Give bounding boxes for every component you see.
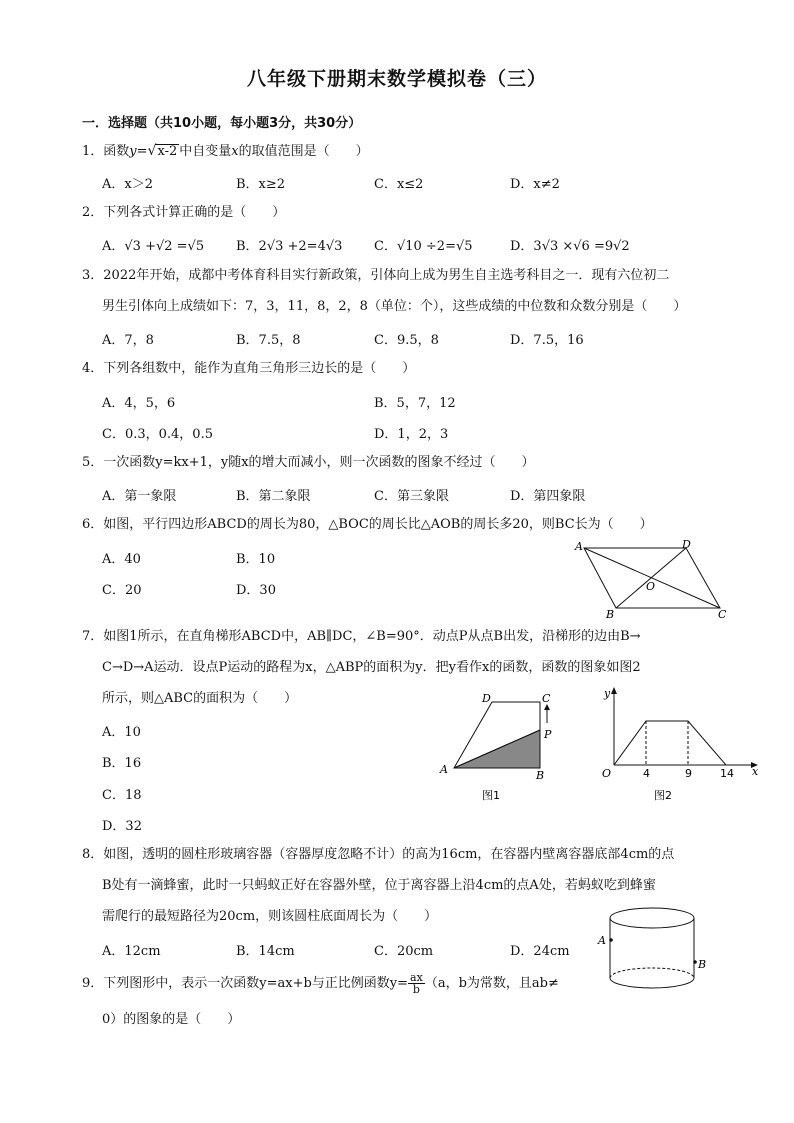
q5-option-a[interactable]: A．第一象限 — [102, 489, 177, 504]
q7-option-c[interactable]: C．18 — [102, 788, 142, 803]
q9-fraction-numerator: ax — [410, 971, 423, 984]
q9-text-a: 9．下列图形中，表示一次函数y=ax+b与正比例函数y= — [82, 976, 409, 991]
q8-option-c[interactable]: C．20cm — [374, 944, 434, 959]
q2-option-d[interactable]: D．3√3 ×√6 =9√2 — [510, 239, 630, 254]
q3-option-a[interactable]: A．7，8 — [102, 333, 154, 348]
q6-option-b[interactable]: B．10 — [236, 552, 276, 567]
q1-var-x: x — [231, 144, 239, 159]
question-6-stem: 6．如图，平行四边形ABCD的周长为80，△BOC的周长比△AOB的周长多20，则BC长为（ ） — [82, 517, 653, 532]
question-9-line-2: 0）的图象的是（ ） — [102, 1012, 241, 1027]
q4-option-b[interactable]: B．5，7，12 — [374, 396, 456, 411]
q1-var-y: y — [129, 144, 137, 159]
q9-fraction — [408, 972, 425, 995]
q1-text-e: 的取值范围是（ ） — [238, 144, 369, 159]
radical-sign-icon: √ — [147, 143, 157, 159]
question-9-line-1 — [82, 972, 559, 995]
question-3-line-1: 3．2022年开始，成都中考体育科目实行新政策，引体向上成为男生自主选考科目之一．现有六位初二 — [82, 268, 670, 283]
q1-option-d[interactable]: D．x≠2 — [510, 177, 560, 192]
q8-option-d[interactable]: D．24cm — [510, 944, 570, 959]
question-3-line-2: 男生引体向上成绩如下：7，3，11，8，2，8（单位：个），这些成绩的中位数和众数分别是（ ） — [102, 299, 687, 314]
q1-option-c[interactable]: C．x≤2 — [374, 177, 424, 192]
page-title: 八年级下册期末数学模拟卷（三） — [246, 68, 547, 90]
fig2-origin: O — [602, 767, 612, 780]
question-7-line-3: 所示，则△ABC的面积为（ ） — [102, 691, 298, 706]
fig1-label-p: P — [544, 728, 552, 741]
q2-option-a[interactable]: A．√3 +√2 =√5 — [102, 239, 205, 254]
fig2-axis-x: x — [752, 765, 759, 778]
fig2-tick-4: 4 — [643, 767, 650, 780]
fig2-axis-y: y — [604, 687, 611, 700]
parallelogram-figure — [570, 540, 730, 620]
q7-option-d[interactable]: D．32 — [102, 819, 142, 834]
q1-text-a: 1．函数 — [82, 144, 130, 159]
fig1-caption: 图1 — [482, 789, 500, 802]
question-7-line-2: C→D→A运动．设点P运动的路程为x，△ABP的面积为y．把y看作x的函数，函数的图象如图2 — [102, 660, 641, 675]
q1-text-c: 中自变量 — [179, 144, 232, 159]
q4-option-d[interactable]: D．1，2，3 — [374, 427, 449, 442]
q4-option-c[interactable]: C．0.3，0.4，0.5 — [102, 427, 213, 442]
fig8-label-b: B — [698, 958, 707, 971]
fig1-label-d: D — [482, 692, 491, 705]
q8-option-a[interactable]: A．12cm — [102, 944, 161, 959]
q5-option-d[interactable]: D．第四象限 — [510, 489, 586, 504]
fig8-label-a: A — [598, 934, 606, 947]
q1-option-b[interactable]: B．x≥2 — [236, 177, 286, 192]
q6-option-c[interactable]: C．20 — [102, 583, 142, 598]
q2-option-c[interactable]: C．√10 ÷2=√5 — [374, 239, 473, 254]
fig2-tick-14: 14 — [720, 767, 734, 780]
question-5-stem: 5．一次函数y=kx+1，y随x的增大而减小，则一次函数的图象不经过（ ） — [82, 455, 535, 470]
fig6-label-a: A — [575, 540, 583, 553]
q5-option-b[interactable]: B．第二象限 — [236, 489, 311, 504]
fig1-label-b: B — [536, 769, 545, 782]
q9-fraction-denominator: b — [412, 983, 420, 996]
function-graph-figure-2 — [594, 685, 764, 805]
section-heading: 一．选择题（共10小题，每小题3分，共30分） — [82, 116, 362, 131]
question-8-line-1: 8．如图，透明的圆柱形玻璃容器（容器厚度忽略不计）的高为16cm，在容器内壁离容器底部4cm的点 — [82, 847, 675, 862]
question-8-line-2: B处有一滴蜂蜜，此时一只蚂蚁正好在容器外壁，位于离容器上沿4cm的点A处，若蚂蚁吃到蜂蜜 — [102, 878, 656, 893]
q7-option-b[interactable]: B．16 — [102, 756, 142, 771]
question-4-stem: 4．下列各组数中，能作为直角三角形三边长的是（ ） — [82, 361, 416, 376]
fig2-caption: 图2 — [654, 789, 672, 802]
fig1-label-a: A — [440, 763, 448, 776]
question-7-line-1: 7．如图1所示，在直角梯形ABCD中，AB∥DC，∠B=90°．动点P从点B出发，沿梯形的边由B→ — [82, 629, 641, 644]
q8-option-b[interactable]: B．14cm — [236, 944, 295, 959]
fig6-label-d: D — [682, 538, 691, 551]
trapezoid-figure-1 — [434, 690, 564, 805]
q1-option-a[interactable]: A．x＞2 — [102, 177, 153, 192]
q9-text-b: （a，b为常数，且ab≠ — [424, 976, 559, 991]
fig6-label-c: C — [718, 608, 727, 621]
fig6-label-o: O — [646, 580, 656, 593]
question-1-stem — [82, 142, 369, 161]
q2-option-b[interactable]: B．2√3 +2=4√3 — [236, 239, 343, 254]
q6-option-d[interactable]: D．30 — [236, 583, 276, 598]
fig2-tick-9: 9 — [685, 767, 692, 780]
q7-option-a[interactable]: A．10 — [102, 725, 141, 740]
question-2-stem: 2．下列各式计算正确的是（ ） — [82, 205, 286, 220]
q1-radicand: x-2 — [157, 144, 178, 159]
q3-option-c[interactable]: C．9.5，8 — [374, 333, 439, 348]
q3-option-d[interactable]: D．7.5，16 — [510, 333, 584, 348]
fig1-label-c: C — [542, 692, 551, 705]
question-8-line-3: 需爬行的最短路径为20cm，则该圆柱底面周长为（ ） — [102, 909, 438, 924]
q3-option-b[interactable]: B．7.5，8 — [236, 333, 301, 348]
q6-option-a[interactable]: A．40 — [102, 552, 141, 567]
q1-text-b: = — [136, 144, 148, 159]
cylinder-figure — [594, 900, 724, 1000]
q4-option-a[interactable]: A．4，5，6 — [102, 396, 176, 411]
fig6-label-b: B — [606, 608, 615, 621]
q5-option-c[interactable]: C．第三象限 — [374, 489, 449, 504]
